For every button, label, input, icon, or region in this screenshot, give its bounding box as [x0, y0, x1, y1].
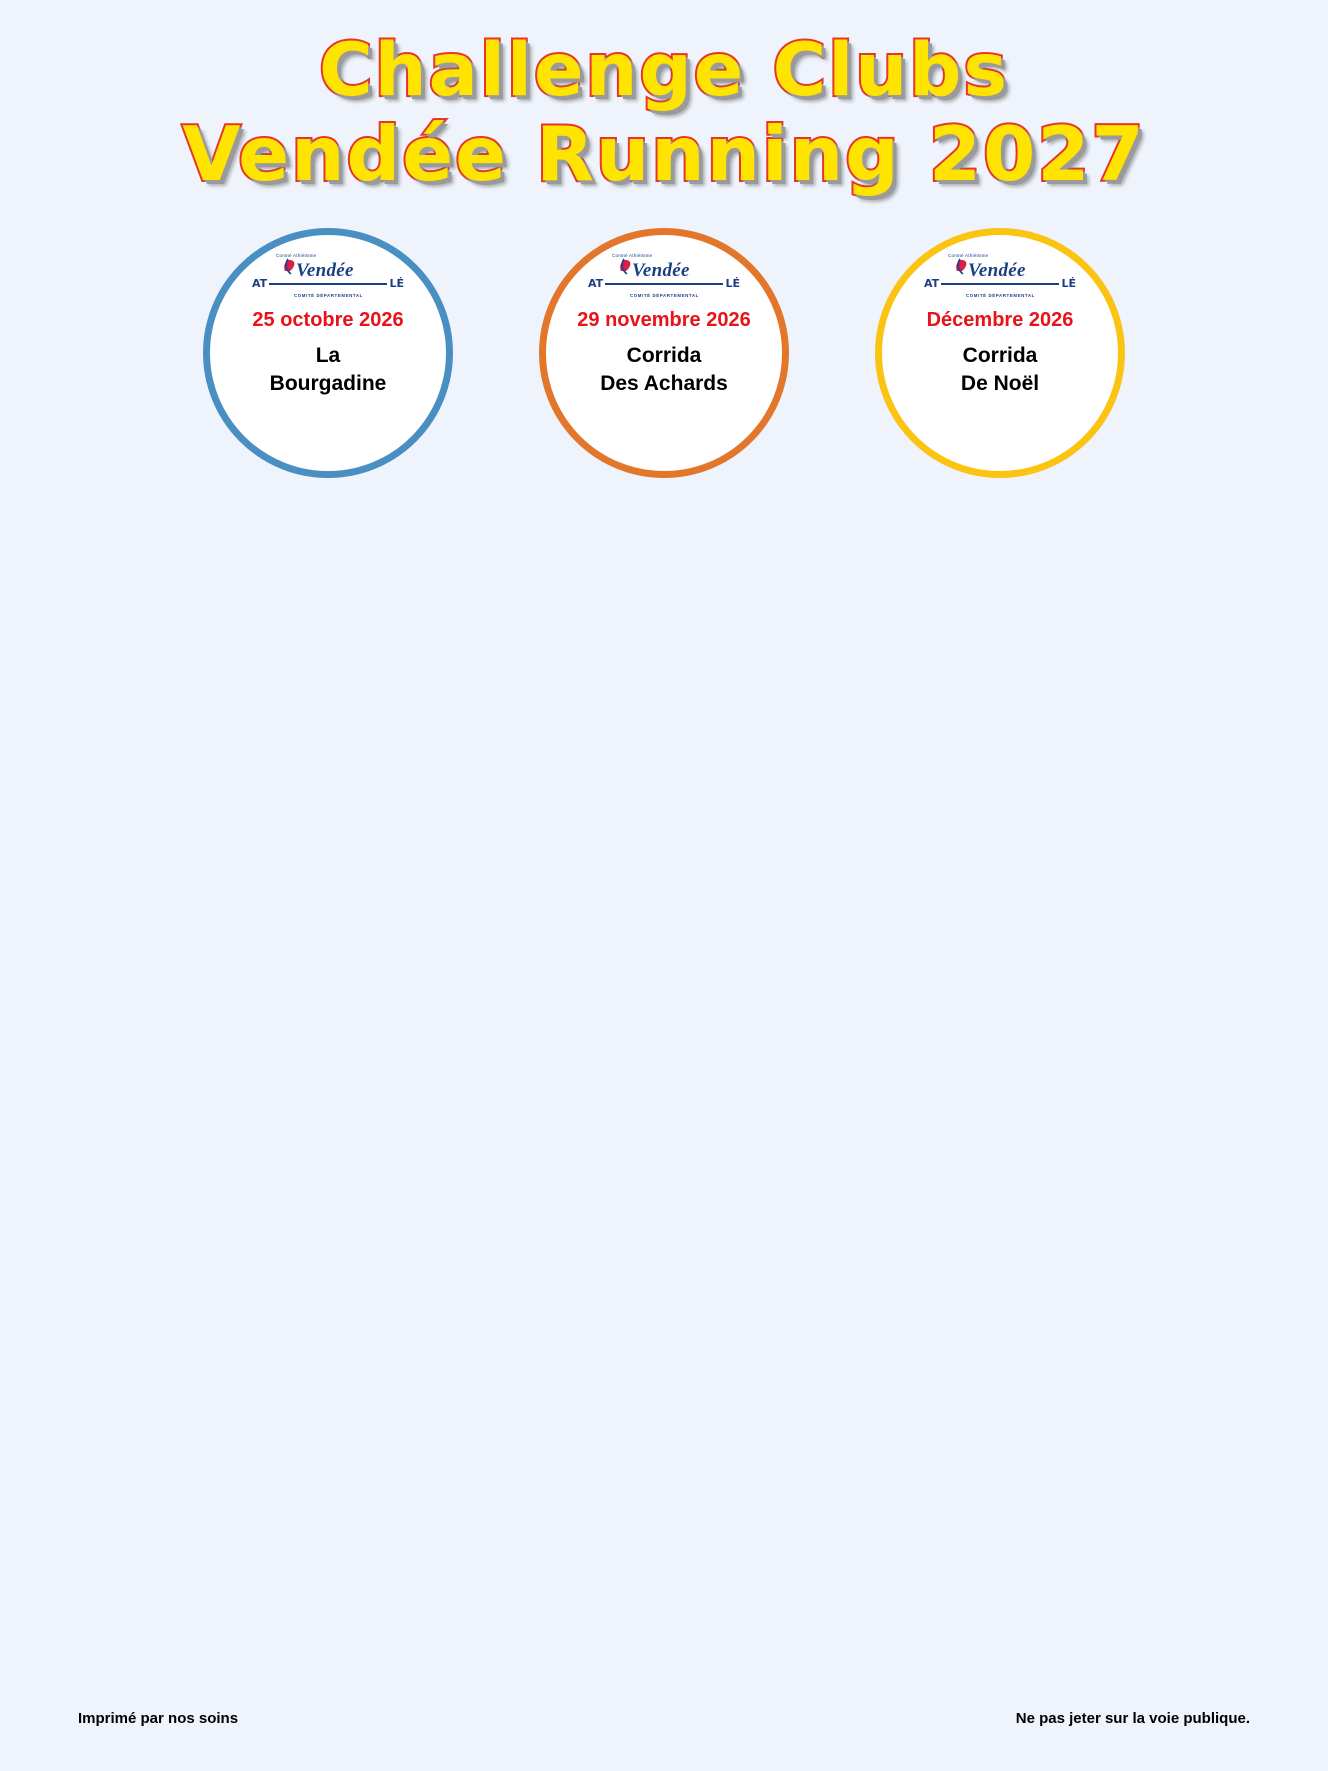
- logo-top-text: Comité Athlétisme: [276, 253, 317, 258]
- logo-athle-wordmark: [588, 277, 740, 290]
- event-name: [961, 342, 1039, 399]
- logo-bottom-text: COMITÉ DÉPARTEMENTAL: [294, 293, 363, 298]
- comite-vendee-athletisme-logo: [588, 253, 740, 297]
- footer-left-text: Imprimé par nos soins: [78, 1710, 239, 1727]
- footer: [0, 1710, 1328, 1727]
- logo-athle-right: LÉ: [1061, 277, 1076, 290]
- event-card-1: [203, 228, 453, 478]
- event-name-line-1: Corrida: [626, 344, 702, 367]
- event-name: [600, 342, 728, 399]
- event-name-line-1: La: [315, 344, 341, 367]
- logo-athle-left: AT: [252, 277, 268, 290]
- event-name-line-2: De Noël: [960, 372, 1040, 396]
- logo-athle-wordmark: [924, 277, 1076, 290]
- logo-name: Vendée: [296, 260, 354, 281]
- event-name: [270, 342, 387, 399]
- event-card-3: [875, 228, 1125, 478]
- logo-athle-wordmark: [252, 277, 404, 290]
- events-row: [0, 228, 1328, 478]
- logo-name: Vendée: [968, 260, 1026, 281]
- comite-vendee-athletisme-logo: [924, 253, 1076, 297]
- event-card-2: [539, 228, 789, 478]
- page-title: [0, 0, 1328, 199]
- footer-right-text: Ne pas jeter sur la voie publique.: [1015, 1710, 1250, 1727]
- logo-name: Vendée: [632, 260, 690, 281]
- logo-top-text: Comité Athlétisme: [948, 253, 989, 258]
- logo-athle-right: LÉ: [725, 277, 740, 290]
- logo-athle-left: AT: [924, 277, 940, 290]
- logo-athle-right: LÉ: [389, 277, 404, 290]
- logo-top-text: Comité Athlétisme: [612, 253, 653, 258]
- comite-vendee-athletisme-logo: [252, 253, 404, 297]
- event-date: Décembre 2026: [926, 309, 1074, 331]
- page-title-line-2: Vendée Running 2027: [182, 110, 1146, 199]
- event-date: 25 octobre 2026: [252, 309, 404, 331]
- logo-bottom-text: COMITÉ DÉPARTEMENTAL: [630, 293, 699, 298]
- event-name-line-1: Corrida: [962, 344, 1038, 367]
- page-title-line-1: Challenge Clubs: [319, 28, 1009, 113]
- logo-divider: [605, 283, 723, 285]
- logo-bottom-text: COMITÉ DÉPARTEMENTAL: [966, 293, 1035, 298]
- event-date: 29 novembre 2026: [577, 309, 751, 331]
- logo-divider: [269, 283, 387, 285]
- event-name-line-2: Bourgadine: [269, 372, 387, 396]
- logo-athle-left: AT: [588, 277, 604, 290]
- logo-divider: [941, 283, 1059, 285]
- event-name-line-2: Des Achards: [600, 372, 728, 396]
